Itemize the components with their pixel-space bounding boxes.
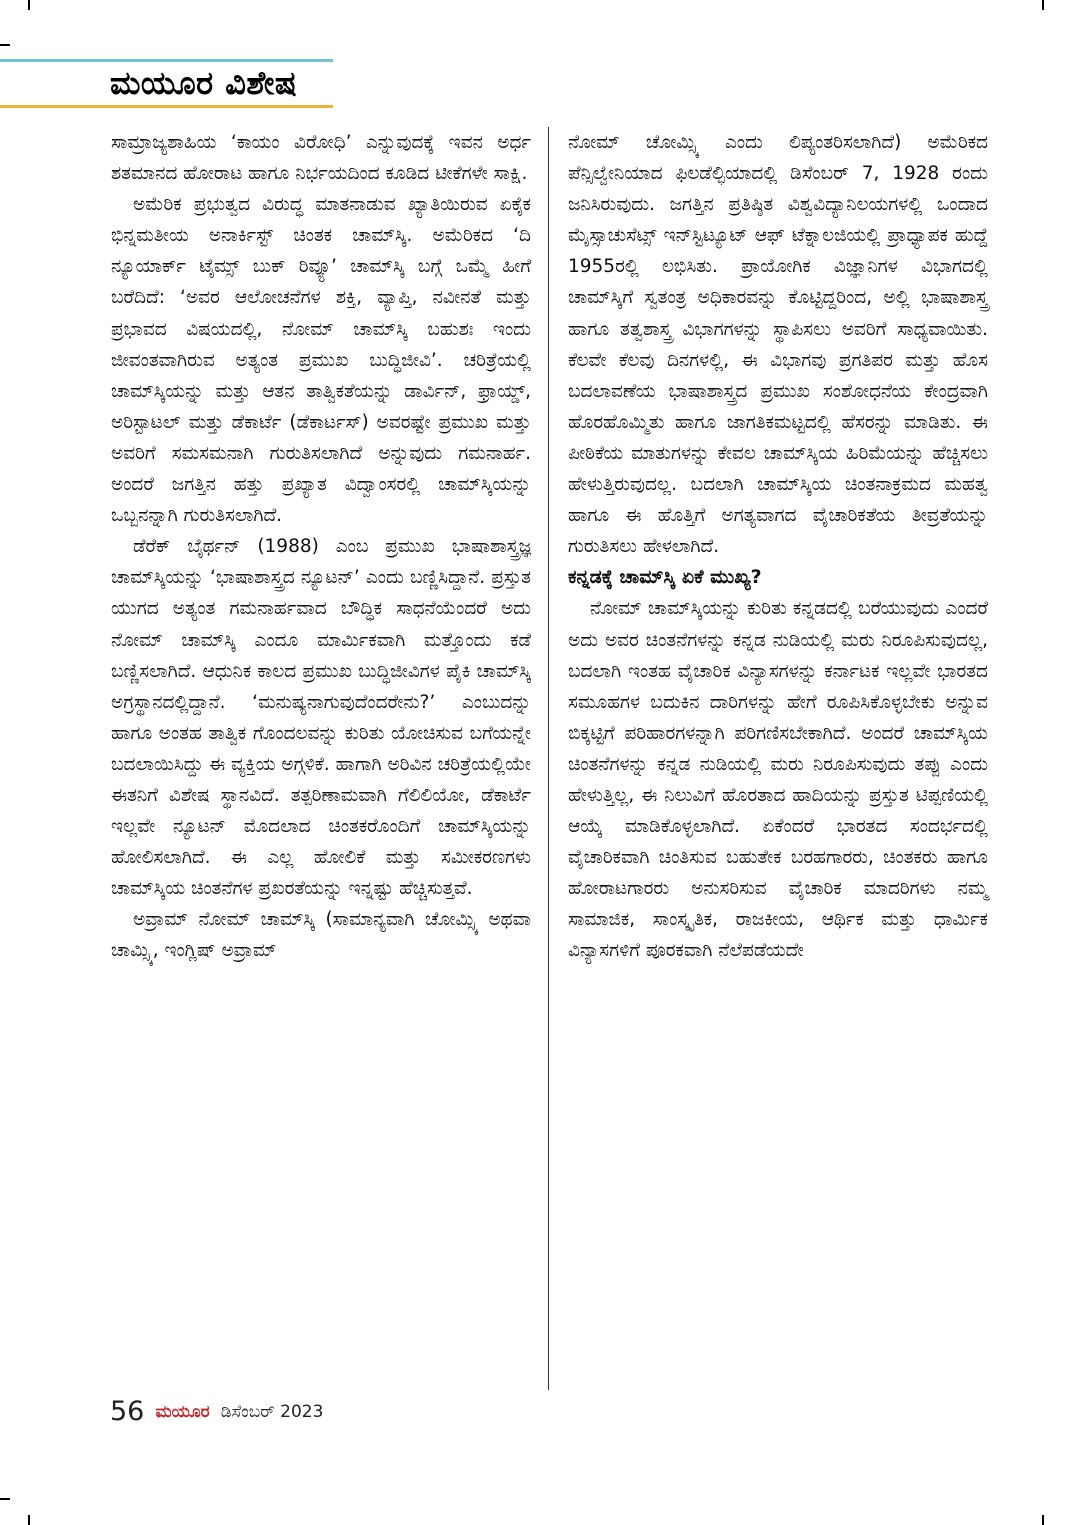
crop-mark bbox=[28, 0, 30, 10]
paragraph: ನೋಮ್ ಚಾಮ್‌ಸ್ಕಿಯನ್ನು ಕುರಿತು ಕನ್ನಡದಲ್ಲಿ ಬರೆಯುವುದು ಎಂದರೆ ಅದು ಅವರ ಚಿಂತನೆಗಳನ್ನು ಕನ್ನಡ ನುಡಿಯಲ್ಲಿ ಮರು ನಿರೂಪಿಸುವುದಲ್ಲ, ಬದಲಾಗಿ ಇಂತಹ ವೈಚಾರಿಕ ವಿನ್ಯಾಸಗಳನ್ನು ಕರ್ನಾಟಕ ಇಲ್ಲವೇ ಭಾರತದ ಸಮೂಹಗಳ ಬದುಕಿನ ದಾರಿಗಳನ್ನು ಹೇಗೆ ರೂಪಿಸಿಕೊಳ್ಳಬೇಕು ಅನ್ನುವ ಬಿಕ್ಕಟ್ಟಿಗೆ ಪರಿಹಾರಗಳನ್ನಾಗಿ ಪರಿಗಣಿಸಬೇಕಾಗಿದೆ. ಅಂದರೆ ಚಾಮ್‌ಸ್ಕಿಯ ಚಿಂತನೆಗಳನ್ನು ಕನ್ನಡ ನುಡಿಯಲ್ಲಿ ಮರು ನಿರೂಪಿಸುವುದು ತಪ್ಪು ಎಂದು ಹೇಳುತ್ತಿಲ್ಲ, ಈ ನಿಲುವಿಗೆ ಹೊರತಾದ ಹಾದಿಯನ್ನು ಪ್ರಸ್ತುತ ಟಿಪ್ಪಣಿಯಲ್ಲಿ ಆಯ್ಕೆ ಮಾಡಿಕೊಳ್ಳಲಾಗಿದೆ. ಏಕೆಂದರೆ ಭಾರತದ ಸಂದರ್ಭದಲ್ಲಿ ವೈಚಾರಿಕವಾಗಿ ಚಿಂತಿಸುವ ಬಹುತೇಕ ಬರಹಗಾರರು, ಚಿಂತಕರು ಹಾಗೂ ಹೋರಾಟಗಾರರು ಅನುಸರಿಸುವ ವೈಚಾರಿಕ ಮಾದರಿಗಳು ನಮ್ಮ ಸಾಮಾಜಿಕ, ಸಾಂಸ್ಕೃತಿಕ, ರಾಜಕೀಯ, ಆರ್ಥಿಕ ಮತ್ತು ಧಾರ್ಮಿಕ ವಿನ್ಯಾಸಗಳಿಗೆ ಪೂರಕವಾಗಿ ನೆಲೆಪಡೆಯದೇ bbox=[568, 598, 988, 962]
section-title: ಮಯೂರ ವಿಶೇಷ bbox=[110, 64, 298, 102]
article-column-right bbox=[568, 127, 988, 967]
crop-mark bbox=[0, 44, 10, 46]
crop-mark bbox=[1042, 0, 1044, 10]
paragraph: ಸಾಮ್ರಾಜ್ಯಶಾಹಿಯ ‘ಕಾಯಂ ವಿರೋಧಿ’ ಎನ್ನುವುದಕ್ಕೆ ಇವನ ಅರ್ಧ ಶತಮಾನದ ಹೋರಾಟ ಹಾಗೂ ನಿರ್ಭಯದಿಂದ ಕೂಡಿದ ಟೀಕೆಗಳೇ ಸಾಕ್ಷಿ. bbox=[111, 132, 531, 185]
paragraph: ನೋಮ್ ಚೋಮ್ಸ್ಕಿ ಎಂದು ಲಿಪ್ಯಂತರಿಸಲಾಗಿದೆ) ಅಮೆರಿಕದ ಪೆನ್ಸಿಲ್ವೇನಿಯಾದ ಫಿಲಡೆಲ್ಫಿಯಾದಲ್ಲಿ ಡಿಸೆಂಬರ್ 7, 1928 ರಂದು ಜನಿಸಿರುವುದು. ಜಗತ್ತಿನ ಪ್ರತಿಷ್ಠಿತ ವಿಶ್ವವಿದ್ಯಾನಿಲಯಗಳಲ್ಲಿ ಒಂದಾದ ಮೈಸ್ಸಾಚುಸೆಟ್ಸ್ ಇನ್‌ಸ್ಟಿಟ್ಯೂಟ್ ಆಫ್ ಟೆಕ್ನಾಲಜಿಯಲ್ಲಿ ಪ್ರಾಧ್ಯಾಪಕ ಹುದ್ದೆ 1955ರಲ್ಲಿ ಲಭಿಸಿತು. ಪ್ರಾಯೋಗಿಕ ವಿಜ್ಞಾನಿಗಳ ವಿಭಾಗದಲ್ಲಿ ಚಾಮ್‌ಸ್ಕಿಗೆ ಸ್ವತಂತ್ರ ಅಧಿಕಾರವನ್ನು ಕೊಟ್ಟಿದ್ದರಿಂದ, ಅಲ್ಲಿ ಭಾಷಾಶಾಸ್ತ್ರ ಹಾಗೂ ತತ್ವಶಾಸ್ತ್ರ ವಿಭಾಗಗಳನ್ನು ಸ್ಥಾಪಿಸಲು ಅವರಿಗೆ ಸಾಧ್ಯವಾಯಿತು. ಕೆಲವೇ ಕೆಲವು ದಿನಗಳಲ್ಲಿ, ಈ ವಿಭಾಗವು ಪ್ರಗತಿಪರ ಮತ್ತು ಹೊಸ ಬದಲಾವಣೆಯ ಭಾಷಾಶಾಸ್ತ್ರದ ಪ್ರಮುಖ ಸಂಶೋಧನೆಯ ಕೇಂದ್ರವಾಗಿ ಹೊರಹೊಮ್ಮಿತು ಹಾಗೂ ಜಾಗತಿಕಮಟ್ಟದಲ್ಲಿ ಹೆಸರನ್ನು ಮಾಡಿತು. ಈ ಪೀಠಿಕೆಯ ಮಾತುಗಳನ್ನು ಕೇವಲ ಚಾಮ್‌ಸ್ಕಿಯ ಹಿರಿಮೆಯನ್ನು ಹೆಚ್ಚಿಸಲು ಹೇಳುತ್ತಿರುವುದಲ್ಲ. ಬದಲಾಗಿ ಚಾಮ್‌ಸ್ಕಿಯ ಚಿಂತನಾಕ್ರಮದ ಮಹತ್ವ ಹಾಗೂ ಈ ಹೊತ್ತಿಗೆ ಅಗತ್ಯವಾಗದ ವೈಚಾರಿಕತೆಯ ತೀವ್ರತೆಯನ್ನು ಗುರುತಿಸಲು ಹೇಳಲಾಗಿದೆ. bbox=[568, 132, 988, 558]
header-accent-rule-top bbox=[0, 59, 333, 62]
subheading: ಕನ್ನಡಕ್ಕೆ ಚಾಮ್‌ಸ್ಕಿ ಏಕೆ ಮುಖ್ಯ? bbox=[568, 566, 762, 589]
paragraph: ಅಮೆರಿಕ ಪ್ರಭುತ್ವದ ವಿರುದ್ಧ ಮಾತನಾಡುವ ಖ್ಯಾತಿಯಿರುವ ಏಕೈಕ ಭಿನ್ನಮತೀಯ ಅನಾರ್ಕಿಸ್ಟ್ ಚಿಂತಕ ಚಾಮ್‌ಸ್ಕಿ. ಅಮೆರಿಕದ ‘ದಿ ನ್ಯೂಯಾರ್ಕ್ ಟೈಮ್ಸ್ ಬುಕ್ ರಿವ್ಯೂ’ ಚಾಮ್‌ಸ್ಕಿ ಬಗ್ಗೆ ಒಮ್ಮೆ ಹೀಗೆ ಬರೆದಿದೆ: ‘ಅವರ ಆಲೋಚನೆಗಳ ಶಕ್ತಿ, ವ್ಯಾಪ್ತಿ, ನವೀನತೆ ಮತ್ತು ಪ್ರಭಾವದ ವಿಷಯದಲ್ಲಿ, ನೋಮ್ ಚಾಮ್‌ಸ್ಕಿ ಬಹುಶಃ ಇಂದು ಜೀವಂತವಾಗಿರುವ ಅತ್ಯಂತ ಪ್ರಮುಖ ಬುದ್ಧಿಜೀವಿ’. ಚರಿತ್ರೆಯಲ್ಲಿ ಚಾಮ್‌ಸ್ಕಿಯನ್ನು ಮತ್ತು ಆತನ ತಾತ್ವಿಕತೆಯನ್ನು ಡಾರ್ವಿನ್, ಫ್ರಾಯ್ಡ್, ಅರಿಸ್ಟಾಟಲ್ ಮತ್ತು ಡೆಕಾರ್ಟೆ (ಡೆಕಾರ್ಟಸ್) ಅವರಷ್ಟೇ ಪ್ರಮುಖ ಮತ್ತು ಅವರಿಗೆ ಸಮಸಮನಾಗಿ ಗುರುತಿಸಲಾಗಿದೆ ಅನ್ನುವುದು ಗಮನಾರ್ಹ. ಅಂದರೆ ಜಗತ್ತಿನ ಹತ್ತು ಪ್ರಖ್ಯಾತ ವಿದ್ವಾಂಸರಲ್ಲಿ ಚಾಮ್‌ಸ್ಕಿಯನ್ನು ಒಬ್ಬನನ್ನಾಗಿ ಗುರುತಿಸಲಾಗಿದೆ. bbox=[111, 194, 531, 527]
crop-mark bbox=[0, 1498, 10, 1500]
magazine-logo: ಮಯೂರ bbox=[155, 1401, 210, 1422]
crop-mark bbox=[1042, 1515, 1044, 1525]
page-footer bbox=[110, 1396, 323, 1427]
article-column-left bbox=[111, 127, 531, 967]
paragraph: ಅವ್ರಾಮ್ ನೋಮ್ ಚಾಮ್‌ಸ್ಕಿ (ಸಾಮಾನ್ಯವಾಗಿ ಚೋಮ್ಸ್ಕಿ ಅಥವಾ ಚಾಮ್ಸ್ಕಿ, ಇಂಗ್ಲಿಷ್ ಅವ್ರಾಮ್ bbox=[111, 909, 531, 962]
crop-mark bbox=[28, 1515, 30, 1525]
header-accent-rule-bottom bbox=[0, 105, 333, 108]
issue-date: ಡಿಸೆಂಬರ್ 2023 bbox=[220, 1401, 324, 1422]
paragraph: ಡೆರೆಕ್ ಬೈರ್ಥನ್ (1988) ಎಂಬ ಪ್ರಮುಖ ಭಾಷಾಶಾಸ್ತ್ರಜ್ಞ ಚಾಮ್‌ಸ್ಕಿಯನ್ನು ‘ಭಾಷಾಶಾಸ್ತ್ರದ ನ್ಯೂಟನ್’ ಎಂದು ಬಣ್ಣಿಸಿದ್ದಾನೆ. ಪ್ರಸ್ತುತ ಯುಗದ ಅತ್ಯಂತ ಗಮನಾರ್ಹವಾದ ಬೌದ್ಧಿಕ ಸಾಧನೆಯೆಂದರೆ ಅದು ನೋಮ್ ಚಾಮ್‌ಸ್ಕಿ ಎಂದೂ ಮಾರ್ಮಿಕವಾಗಿ ಮತ್ತೊಂದು ಕಡೆ ಬಣ್ಣಿಸಲಾಗಿದೆ. ಆಧುನಿಕ ಕಾಲದ ಪ್ರಮುಖ ಬುದ್ಧಿಜೀವಿಗಳ ಪೈಕಿ ಚಾಮ್‌ಸ್ಕಿ ಅಗ್ರಸ್ಥಾನದಲ್ಲಿದ್ದಾನೆ. ‘ಮನುಷ್ಯನಾಗುವುದೆಂದರೇನು?’ ಎಂಬುದನ್ನು ಹಾಗೂ ಅಂತಹ ತಾತ್ವಿಕ ಗೊಂದಲವನ್ನು ಕುರಿತು ಯೋಚಿಸುವ ಬಗೆಯನ್ನೇ ಬದಲಾಯಿಸಿದ್ದು ಈ ವ್ಯಕ್ತಿಯ ಅಗ್ಗಳಿಕೆ. ಹಾಗಾಗಿ ಅರಿವಿನ ಚರಿತ್ರೆಯಲ್ಲಿಯೇ ಈತನಿಗೆ ವಿಶೇಷ ಸ್ಥಾನವಿದೆ. ತತ್ಪರಿಣಾಮವಾಗಿ ಗೆಲಿಲಿಯೋ, ಡೆಕಾರ್ಟೆ ಇಲ್ಲವೇ ನ್ಯೂಟನ್ ಮೊದಲಾದ ಚಿಂತಕರೊಂದಿಗೆ ಚಾಮ್‌ಸ್ಕಿಯನ್ನು ಹೋಲಿಸಲಾಗಿದೆ. ಈ ಎಲ್ಲ ಹೋಲಿಕೆ ಮತ್ತು ಸಮೀಕರಣಗಳು ಚಾಮ್‌ಸ್ಕಿಯ ಚಿಂತನೆಗಳ ಪ್ರಖರತೆಯನ್ನು ಇನ್ನಷ್ಟು ಹೆಚ್ಚಿಸುತ್ತವೆ. bbox=[111, 536, 531, 900]
page-number: 56 bbox=[110, 1396, 145, 1427]
column-divider bbox=[548, 127, 549, 1390]
